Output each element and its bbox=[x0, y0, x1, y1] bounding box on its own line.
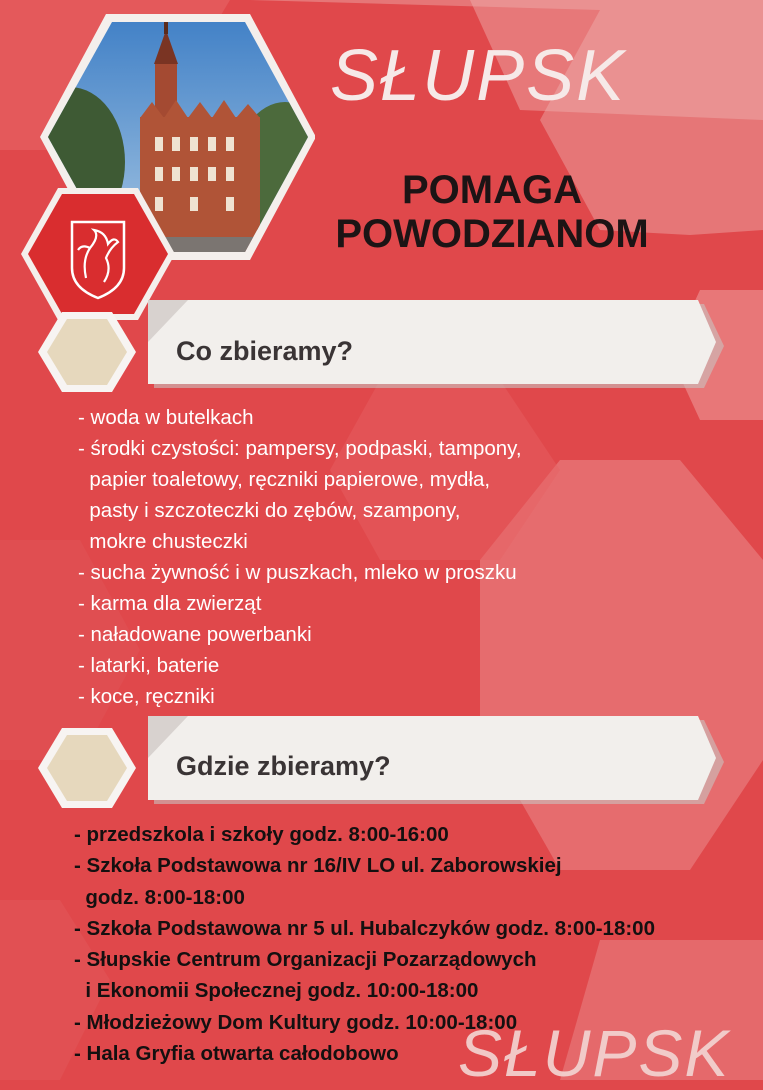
list-item: - Słupskie Centrum Organizacji Pozarządowych bbox=[74, 948, 537, 972]
list-item: - środki czystości: pampersy, podpaski, tampony, bbox=[78, 437, 522, 460]
list-item: - woda w butelkach bbox=[78, 406, 254, 429]
list-item: - Szkoła Podstawowa nr 5 ul. Hubalczyków godz. 8:00-18:00 bbox=[74, 916, 655, 940]
section-banner-what bbox=[36, 296, 726, 396]
list-item: - przedszkola i szkoły godz. 8:00-16:00 bbox=[74, 823, 449, 846]
headline bbox=[292, 168, 692, 256]
list-item: - Szkoła Podstawowa nr 16/IV LO ul. Zaborowskiej bbox=[74, 854, 562, 878]
list-item: - koce, ręczniki bbox=[78, 685, 215, 708]
headline-line-2: POWODZIANOM bbox=[335, 212, 649, 256]
list-item: godz. 8:00-18:00 bbox=[74, 885, 245, 909]
list-item: - Hala Gryfia otwarta całodobowo bbox=[74, 1042, 399, 1066]
list-item: - latarki, baterie bbox=[78, 654, 220, 677]
list-item: - karma dla zwierząt bbox=[78, 592, 262, 615]
collected-items-list bbox=[78, 402, 522, 712]
section-title-what: Co zbieramy? bbox=[176, 336, 354, 366]
list-item: pasty i szczoteczki do zębów, szampony, bbox=[78, 499, 461, 522]
list-item: - sucha żywność i w puszkach, mleko w proszku bbox=[78, 561, 517, 584]
list-item: papier toaletowy, ręczniki papierowe, mydła, bbox=[78, 468, 491, 491]
section-title-where: Gdzie zbieramy? bbox=[176, 751, 391, 781]
list-item: - naładowane powerbanki bbox=[78, 623, 312, 646]
footer-city-watermark: SŁUPSK bbox=[458, 1016, 731, 1090]
list-item: i Ekonomii Społecznej godz. 10:00-18:00 bbox=[74, 979, 479, 1003]
headline-line-1: POMAGA bbox=[402, 168, 582, 212]
list-item: - Młodzieżowy Dom Kultury godz. 10:00-18:00 bbox=[74, 1010, 518, 1034]
list-item: mokre chusteczki bbox=[78, 530, 248, 553]
city-title: SŁUPSK bbox=[330, 36, 627, 116]
